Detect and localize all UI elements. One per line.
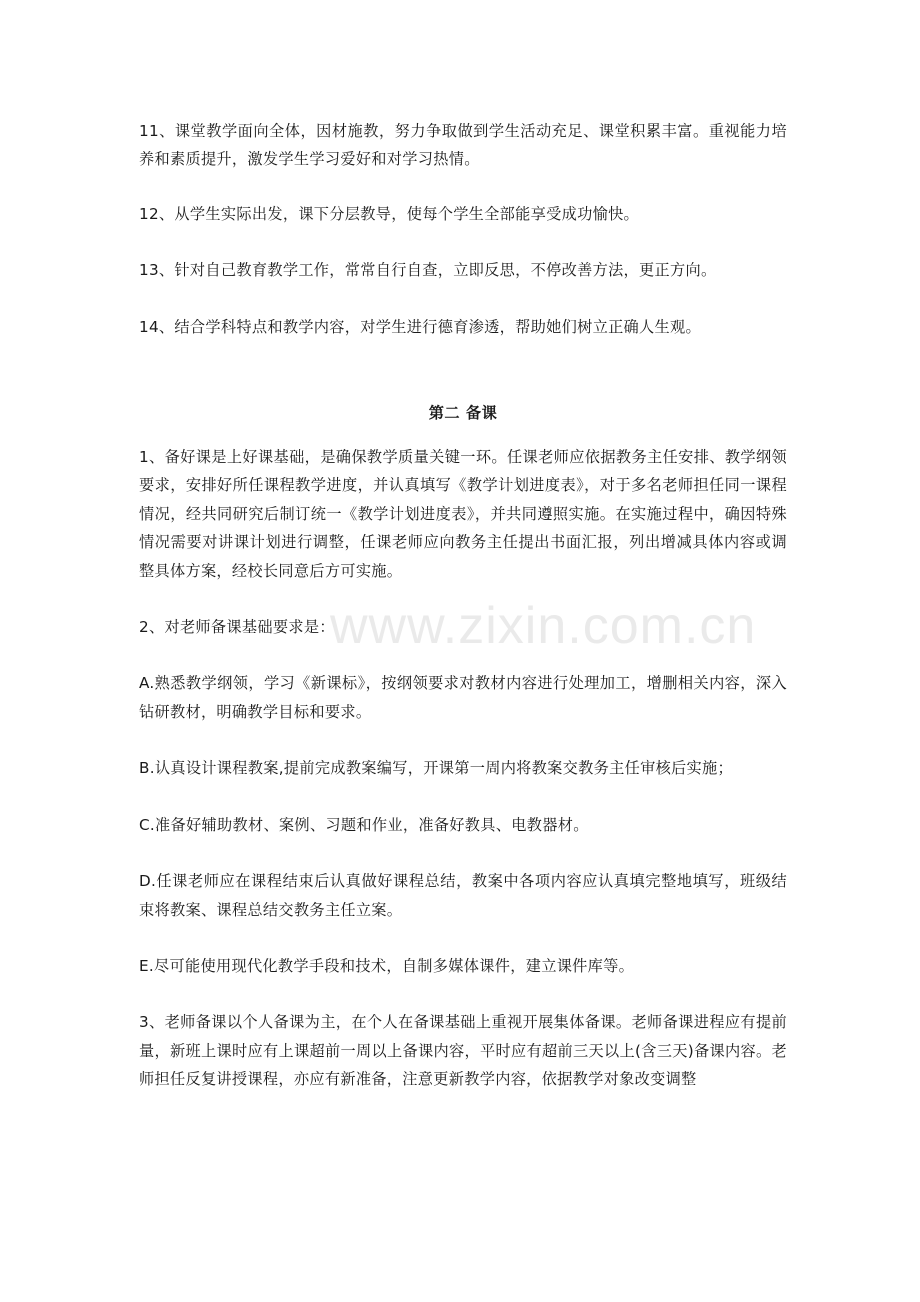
watermark: www.zixin.com.cn: [330, 597, 757, 655]
paragraph-item-13: 13、针对自己教育教学工作，常常自行自查，立即反思，不停改善方法，更正方向。: [139, 261, 717, 280]
section-heading: 第二 备课: [428, 404, 498, 423]
paragraph-item-14: 14、结合学科特点和教学内容，对学生进行德育渗透，帮助她们树立正确人生观。: [139, 317, 701, 336]
paragraph-item-11: 11、课堂教学面向全体，因材施教，努力争取做到学生活动充足、课堂积累丰富。重视能力培养和素质提升，激发学生学习爱好和对学习热情。: [139, 122, 787, 169]
paragraph-prep-1: 1、备好课是上好课基础，是确保教学质量关键一环。任课老师应依据教务主任安排、教学纲领要求，安排好所任课程教学进度，并认真填写《教学计划进度表》，对于多名老师担任同一课程情况，经共同研究后制订统一《教学计划进度表》，并共同遵照实施。在实施过程中，确因特殊情况需要对讲课计划进行调整，任课老师应向教务主任提出书面汇报，列出增减具体内容或调整具体方案，经校长同意后方可实施。: [139, 448, 787, 580]
paragraph-prep-c: C.准备好辅助教材、案例、习题和作业，准备好教具、电教器材。: [139, 815, 589, 834]
paragraph-prep-a: A.熟悉教学纲领，学习《新课标》，按纲领要求对教材内容进行处理加工，增删相关内容，深入钻研教材，明确教学目标和要求。: [139, 674, 787, 721]
paragraph-prep-e: E.尽可能使用现代化教学手段和技术，自制多媒体课件，建立课件库等。: [139, 956, 635, 975]
document-body: [139, 117, 787, 1122]
paragraph-item-12: 12、从学生实际出发，课下分层教导，使每个学生全部能享受成功愉快。: [139, 204, 640, 223]
paragraph-prep-b: B.认真设计课程教案,提前完成教案编写，开课第一周内将教案交教务主任审核后实施；: [139, 759, 734, 778]
paragraph-prep-3: 3、老师备课以个人备课为主，在个人在备课基础上重视开展集体备课。老师备课进程应有提前量，新班上课时应有上课超前一周以上备课内容，平时应有超前三天以上(含三天)备课内容。老师担任反复讲授课程，亦应有新准备，注意更新教学内容，依据教学对象改变调整: [139, 1013, 787, 1089]
paragraph-prep-d: D.任课老师应在课程结束后认真做好课程总结，教案中各项内容应认真填完整地填写，班级结束将教案、课程总结交教务主任立案。: [139, 872, 787, 919]
paragraph-prep-2: 2、对老师备课基础要求是：: [139, 618, 335, 637]
